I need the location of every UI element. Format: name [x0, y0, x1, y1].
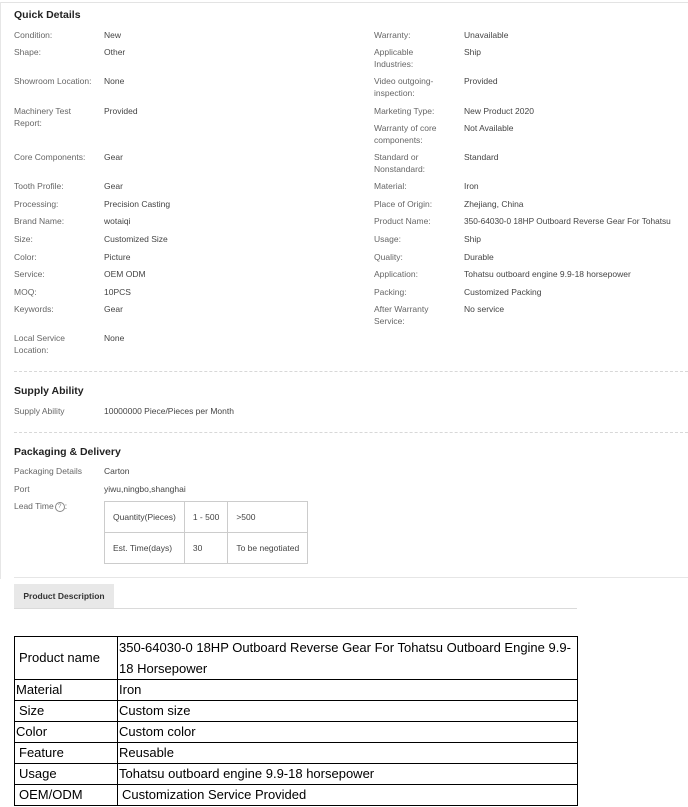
- detail-label-keywords: Keywords:: [14, 304, 54, 314]
- table-row: [15, 785, 578, 806]
- detail-label-warranty: Warranty:: [374, 30, 411, 40]
- table-row: [105, 533, 308, 564]
- table-row: [15, 764, 578, 785]
- tab-product-description[interactable]: Product Description: [14, 584, 114, 608]
- section-divider: [14, 371, 688, 372]
- detail-value-shape: Other: [104, 47, 126, 57]
- detail-value-packing: Customized Packing: [464, 287, 542, 297]
- spec-value: Customization Service Provided: [118, 785, 578, 806]
- spec-name: Size: [15, 701, 118, 722]
- lead-time-cell: Est. Time(days): [105, 533, 185, 564]
- detail-label-processing: Processing:: [14, 199, 59, 209]
- detail-value-place-of-origin: Zhejiang, China: [464, 199, 524, 209]
- detail-label-warranty-core-components: Warranty of core components:: [374, 123, 437, 145]
- quick-details-title: Quick Details: [14, 9, 81, 21]
- supply-ability-title: Supply Ability: [14, 385, 84, 397]
- detail-value-standard-nonstandard: Standard: [464, 152, 499, 162]
- spec-name: Product name: [15, 637, 118, 680]
- detail-value-core-components: Gear: [104, 152, 123, 162]
- spec-value: Custom size: [118, 701, 578, 722]
- lead-time-colon: :: [64, 501, 68, 511]
- left-border: [0, 2, 1, 579]
- spec-name: Usage: [15, 764, 118, 785]
- detail-value-brand-name: wotaiqi: [104, 216, 131, 226]
- detail-label-marketing-type: Marketing Type:: [374, 106, 435, 116]
- detail-label-place-of-origin: Place of Origin:: [374, 199, 433, 209]
- detail-value-video-inspection: Provided: [464, 76, 498, 86]
- detail-value-material: Iron: [464, 181, 479, 191]
- product-description-table: [14, 636, 578, 806]
- detail-value-machinery-test-report: Provided: [104, 106, 138, 116]
- detail-label-service: Service:: [14, 269, 45, 279]
- detail-label-material: Material:: [374, 181, 407, 191]
- detail-value-product-name: 350-64030-0 18HP Outboard Reverse Gear For Tohatsu: [464, 216, 671, 226]
- detail-label-size: Size:: [14, 234, 33, 244]
- packaging-details-label: Packaging Details: [14, 466, 83, 476]
- lead-time-cell: To be negotiated: [228, 533, 308, 564]
- detail-label-showroom-location: Showroom Location:: [14, 76, 92, 86]
- detail-value-warranty-core-components: Not Available: [464, 123, 514, 133]
- spec-name: Feature: [15, 743, 118, 764]
- detail-value-condition: New: [104, 30, 122, 40]
- section-divider: [14, 577, 688, 578]
- spec-value: Tohatsu outboard engine 9.9-18 horsepower: [118, 764, 578, 785]
- detail-label-applicable-industries: Applicable Industries:: [374, 47, 414, 69]
- lead-time-table: [104, 501, 308, 564]
- detail-value-keywords: Gear: [104, 304, 123, 314]
- lead-time-cell: 30: [184, 533, 227, 564]
- detail-value-service: OEM ODM: [104, 269, 146, 279]
- supply-ability-label: Supply Ability: [14, 406, 65, 416]
- detail-label-local-service-location: Local Service Location:: [14, 333, 66, 355]
- detail-label-condition: Condition:: [14, 30, 53, 40]
- spec-value: Iron: [118, 680, 578, 701]
- detail-value-tooth-profile: Gear: [104, 181, 123, 191]
- detail-label-machinery-test-report: Machinery Test Report:: [14, 106, 72, 128]
- detail-value-size: Customized Size: [104, 234, 168, 244]
- lead-time-cell: >500: [228, 502, 308, 533]
- detail-label-after-warranty-service: After Warranty Service:: [374, 304, 429, 326]
- detail-label-packing: Packing:: [374, 287, 407, 297]
- detail-label-usage: Usage:: [374, 234, 401, 244]
- table-row: [15, 637, 578, 680]
- detail-label-video-inspection: Video outgoing-inspection:: [374, 76, 434, 98]
- table-row: [15, 701, 578, 722]
- detail-label-shape: Shape:: [14, 47, 41, 57]
- detail-value-warranty: Unavailable: [464, 30, 509, 40]
- detail-label-quality: Quality:: [374, 252, 403, 262]
- tab-underline: [14, 608, 577, 609]
- spec-name: Color: [15, 722, 118, 743]
- table-row: [15, 743, 578, 764]
- detail-label-standard-nonstandard: Standard or Nonstandard:: [374, 152, 426, 174]
- spec-value: 350-64030-0 18HP Outboard Reverse Gear For Tohatsu Outboard Engine 9.9-18 Horsepower: [118, 637, 578, 680]
- detail-value-after-warranty-service: No service: [464, 304, 505, 314]
- section-divider: [14, 432, 688, 433]
- detail-label-color: Color:: [14, 252, 37, 262]
- detail-value-processing: Precision Casting: [104, 199, 171, 209]
- table-row: [105, 502, 308, 533]
- table-row: [15, 680, 578, 701]
- question-circle-icon[interactable]: ?: [55, 502, 65, 512]
- spec-name: OEM/ODM: [15, 785, 118, 806]
- detail-value-moq: 10PCS: [104, 287, 131, 297]
- detail-label-application: Application:: [374, 269, 418, 279]
- spec-value: Custom color: [118, 722, 578, 743]
- detail-value-usage: Ship: [464, 234, 482, 244]
- table-row: [15, 722, 578, 743]
- detail-value-quality: Durable: [464, 252, 494, 262]
- lead-time-cell: 1 - 500: [184, 502, 227, 533]
- detail-label-moq: MOQ:: [14, 287, 37, 297]
- detail-value-showroom-location: None: [104, 76, 125, 86]
- supply-ability-value: 10000000 Piece/Pieces per Month: [104, 406, 234, 416]
- detail-label-core-components: Core Components:: [14, 152, 86, 162]
- spec-value: Reusable: [118, 743, 578, 764]
- detail-label-brand-name: Brand Name:: [14, 216, 65, 226]
- detail-value-color: Picture: [104, 252, 131, 262]
- lead-time-cell: Quantity(Pieces): [105, 502, 185, 533]
- detail-value-application: Tohatsu outboard engine 9.9-18 horsepower: [464, 269, 631, 279]
- packaging-details-value: Carton: [104, 466, 130, 476]
- detail-value-applicable-industries: Ship: [464, 47, 482, 57]
- top-divider: [0, 2, 688, 3]
- packaging-delivery-title: Packaging & Delivery: [14, 446, 121, 458]
- detail-value-marketing-type: New Product 2020: [464, 106, 534, 116]
- detail-label-product-name: Product Name:: [374, 216, 431, 226]
- port-value: yiwu,ningbo,shanghai: [104, 484, 186, 494]
- spec-name: Material: [15, 680, 118, 701]
- port-label: Port: [14, 484, 30, 494]
- lead-time-label-group: [14, 501, 67, 513]
- detail-value-local-service-location: None: [104, 333, 125, 343]
- lead-time-label: Lead Time: [14, 501, 54, 511]
- detail-label-tooth-profile: Tooth Profile:: [14, 181, 64, 191]
